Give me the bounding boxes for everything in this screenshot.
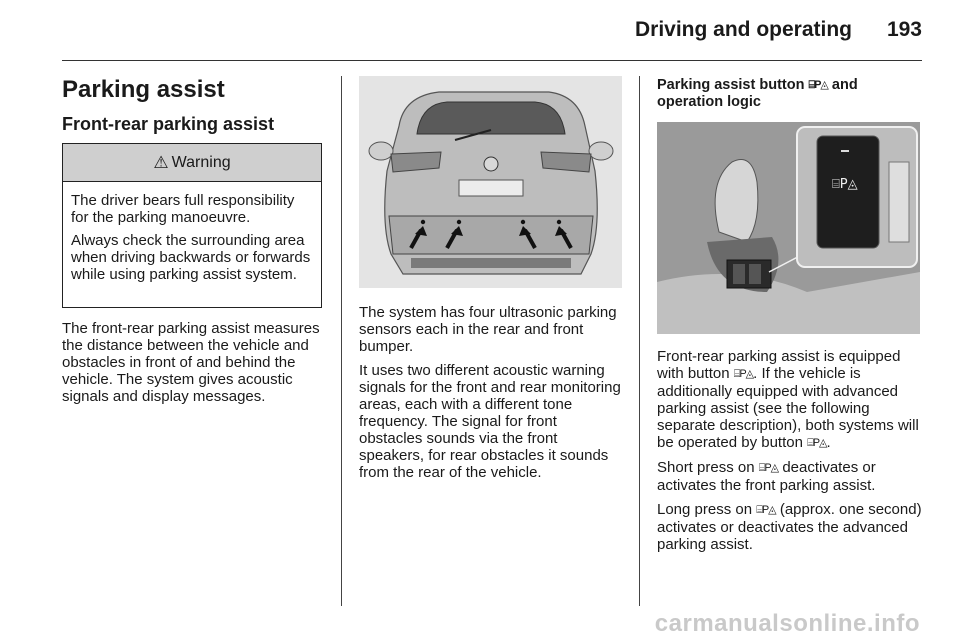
parking-assist-icon: ⌸P◬ <box>756 504 776 516</box>
body-paragraph: Long press on ⌸P◬ (approx. one second) activates or deactivates the advanced parking assist. <box>657 501 922 553</box>
warning-box <box>62 143 322 308</box>
section-title: Parking assist <box>62 76 225 103</box>
watermark: carmanualsonline.info <box>654 610 920 637</box>
parking-assist-icon: ⌸P◬ <box>733 368 754 380</box>
column-divider <box>341 76 342 606</box>
console-photo-svg <box>657 122 920 334</box>
column-3-text <box>657 348 922 560</box>
column-1-text <box>62 320 324 412</box>
body-paragraph: Front-rear parking assist is equipped with button ⌸P◬. If the vehicle is additionally equipped with advanced parking assist (see the following separate description), both systems will be operated by button ⌸P◬. <box>657 348 919 451</box>
rear-car-illustration <box>359 76 622 288</box>
column-2-text <box>359 304 624 488</box>
rear-car-svg <box>359 76 622 288</box>
page-number: 193 <box>886 18 922 41</box>
warning-paragraph: Always check the surrounding area when driving backwards or forwards while using parking assist system. <box>71 232 311 283</box>
parking-assist-icon: ⌸P◬ <box>807 437 827 449</box>
warning-header <box>63 144 321 182</box>
column-divider <box>639 76 640 606</box>
body-paragraph: It uses two different acoustic warning signals for the front and rear monitoring areas, each with a different tone frequency. The signal for front obstacles sounds via the front speakers, for rear obstacles it sounds from the rear of the vehicle. <box>359 362 621 481</box>
warning-body <box>63 182 321 283</box>
parking-assist-icon: ⌸P◬ <box>758 462 779 474</box>
page-header <box>62 18 922 48</box>
section-subtitle: Front-rear parking assist <box>62 114 275 134</box>
body-paragraph: Short press on ⌸P◬ deactivates or activates the front parking assist. <box>657 459 876 494</box>
body-paragraph: The system has four ultrasonic parking sensors each in the rear and front bumper. <box>359 304 617 355</box>
button-heading <box>657 77 922 118</box>
subsection-heading: Parking assist button ⌸P◬ and operation logic <box>657 77 858 110</box>
svg-text:⌸P◬: ⌸P◬ <box>832 177 858 192</box>
header-rule <box>62 60 922 61</box>
parking-assist-icon: ⌸P◬ <box>808 79 828 91</box>
warning-icon: ⚠ <box>153 152 169 172</box>
console-button-photo <box>657 122 920 334</box>
header-title: Driving and operating <box>634 18 852 41</box>
warning-label: Warning <box>171 153 231 171</box>
warning-paragraph: The driver bears full responsibility for the parking manoeuvre. <box>71 192 295 226</box>
body-paragraph: The front-rear parking assist measures the distance between the vehicle and obstacles in front of and behind the vehicle. The system gives acoustic signals and display messages. <box>62 320 320 405</box>
